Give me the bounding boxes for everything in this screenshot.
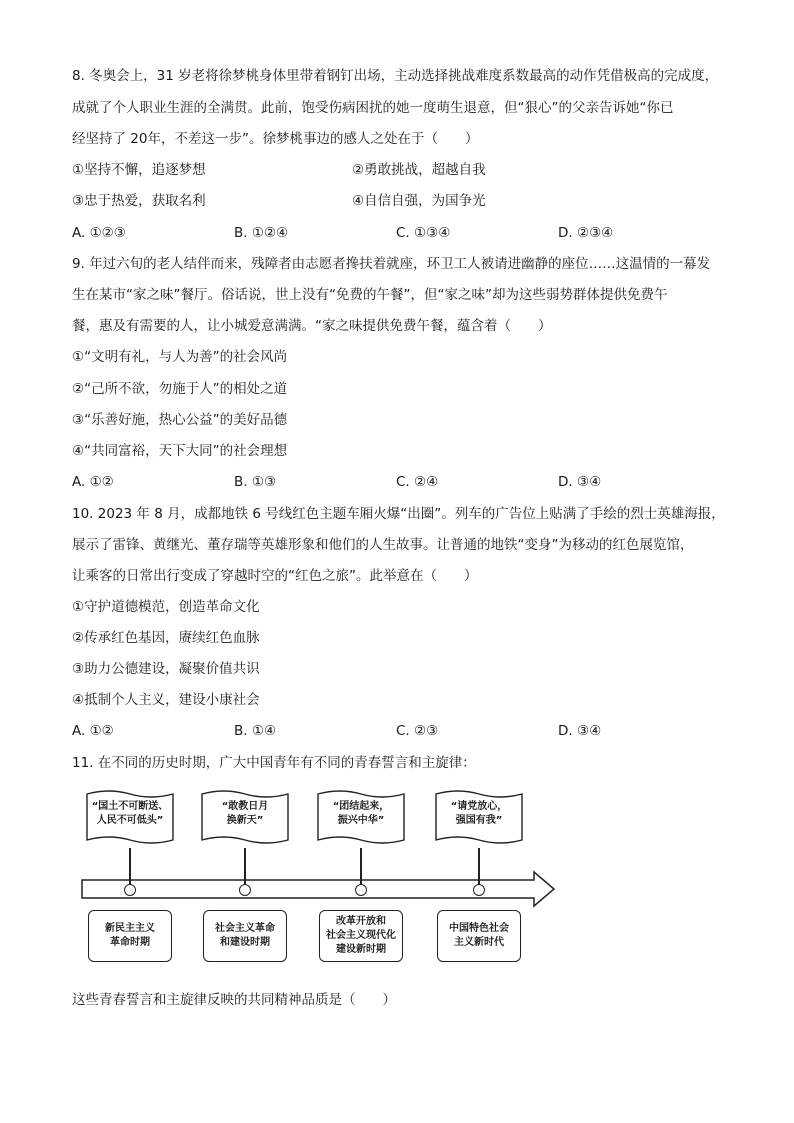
q8-choice-b[interactable]: B. ①②④ [234, 225, 289, 241]
q8-stem-line-1: 8. 冬奥会上，31 岁老将徐梦桃身体里带着钢钉出场，主动选择挑战难度系数最高的动作凭借极高的完成度， [72, 68, 719, 84]
q8-choice-c[interactable]: C. ①③④ [396, 225, 451, 241]
q9-choice-b[interactable]: B. ①③ [234, 474, 277, 490]
q8-item-1: ①坚持不懈，追逐梦想 [72, 162, 206, 178]
q11-question: 这些青春誓言和主旋律反映的共同精神品质是（ ） [72, 992, 396, 1008]
slogan-flag-4 [434, 790, 524, 850]
q9-stem-line-2: 生在某市“家之味”餐厅。俗话说，世上没有“免费的午餐”，但“家之味”却为这些弱势群体提供免费午 [72, 287, 668, 303]
q8-item-4: ④自信自强，为国争光 [352, 193, 486, 209]
timeline-node-1 [124, 884, 136, 896]
slogan-text-2: “敢教日月 换新天” [221, 801, 269, 826]
q10-stem-line-3: 让乘客的日常出行变成了穿越时空的“红色之旅”。此举意在（ ） [72, 568, 478, 584]
period-box-3: 改革开放和 社会主义现代化 建设新时期 [319, 910, 403, 962]
q9-item-2: ②“己所不欲，勿施于人”的相处之道 [72, 381, 288, 397]
timeline-node-2 [239, 884, 251, 896]
period-box-2: 社会主义革命 和建设时期 [203, 910, 287, 962]
flag-pole-3 [360, 848, 362, 888]
q10-choice-a[interactable]: A. ①② [72, 723, 114, 739]
q9-choice-d[interactable]: D. ③④ [558, 474, 602, 490]
period-box-4: 中国特色社会 主义新时代 [437, 910, 521, 962]
q10-item-4: ④抵制个人主义，建设小康社会 [72, 692, 260, 708]
q9-item-4: ④“共同富裕，天下大同”的社会理想 [72, 443, 288, 459]
q10-item-1: ①守护道德模范，创造革命文化 [72, 599, 260, 615]
q10-item-2: ②传承红色基因，赓续红色血脉 [72, 630, 260, 646]
slogan-text-1: “国土不可断送、 人民不可低头” [91, 801, 169, 826]
q10-choice-c[interactable]: C. ②③ [396, 723, 439, 739]
q8-choice-a[interactable]: A. ①②③ [72, 225, 126, 241]
flag-pole-1 [129, 848, 131, 888]
q8-stem-line-3: 经坚持了 20年，不差这一步”。徐梦桃事边的感人之处在于（ ） [72, 131, 479, 147]
slogan-flag-2 [200, 790, 290, 850]
slogan-text-3: “团结起来， 振兴中华” [332, 801, 390, 826]
flag-pole-2 [244, 848, 246, 888]
q8-stem-line-2: 成就了个人职业生涯的全满贯。此前，饱受伤病困扰的她一度萌生退意，但“狠心”的父亲告诉她“你已 [72, 100, 674, 116]
q11-stem: 11. 在不同的历史时期，广大中国青年有不同的青春誓言和主旋律： [72, 755, 476, 771]
q10-choice-b[interactable]: B. ①④ [234, 723, 277, 739]
slogan-flag-1 [85, 790, 175, 850]
flag-pole-4 [478, 848, 480, 888]
q9-choice-a[interactable]: A. ①② [72, 474, 114, 490]
q10-choice-d[interactable]: D. ③④ [558, 723, 602, 739]
timeline-node-4 [473, 884, 485, 896]
q8-item-2: ②勇敢挑战，超越自我 [352, 162, 486, 178]
q9-stem-line-1: 9. 年过六旬的老人结伴而来，残障者由志愿者搀扶着就座，环卫工人被请进幽静的座位……这温情的一幕发 [72, 256, 711, 272]
slogan-text-4: “请党放心， 强国有我” [450, 801, 508, 826]
timeline-node-3 [355, 884, 367, 896]
timeline-figure [72, 790, 572, 975]
q8-choice-d[interactable]: D. ②③④ [558, 225, 614, 241]
q8-item-3: ③忠于热爱，获取名利 [72, 193, 206, 209]
q10-stem-line-2: 展示了雷锋、黄继光、董存瑞等英雄形象和他们的人生故事。让普通的地铁“变身”为移动的红色展览馆， [72, 537, 694, 553]
q10-stem-line-1: 10. 2023 年 8 月，成都地铁 6 号线红色主题车厢火爆“出圈”。列车的广告位上贴满了手绘的烈士英雄海报， [72, 506, 725, 522]
q9-choice-c[interactable]: C. ②④ [396, 474, 439, 490]
q9-item-3: ③“乐善好施，热心公益”的美好品德 [72, 412, 288, 428]
period-box-1: 新民主主义 革命时期 [88, 910, 172, 962]
q9-stem-line-3: 餐，惠及有需要的人，让小城爱意满满。“家之味提供免费午餐，蕴含着（ ） [72, 318, 552, 334]
q10-item-3: ③助力公德建设，凝聚价值共识 [72, 661, 260, 677]
slogan-flag-3 [316, 790, 406, 850]
q9-item-1: ①“文明有礼，与人为善”的社会风尚 [72, 349, 288, 365]
